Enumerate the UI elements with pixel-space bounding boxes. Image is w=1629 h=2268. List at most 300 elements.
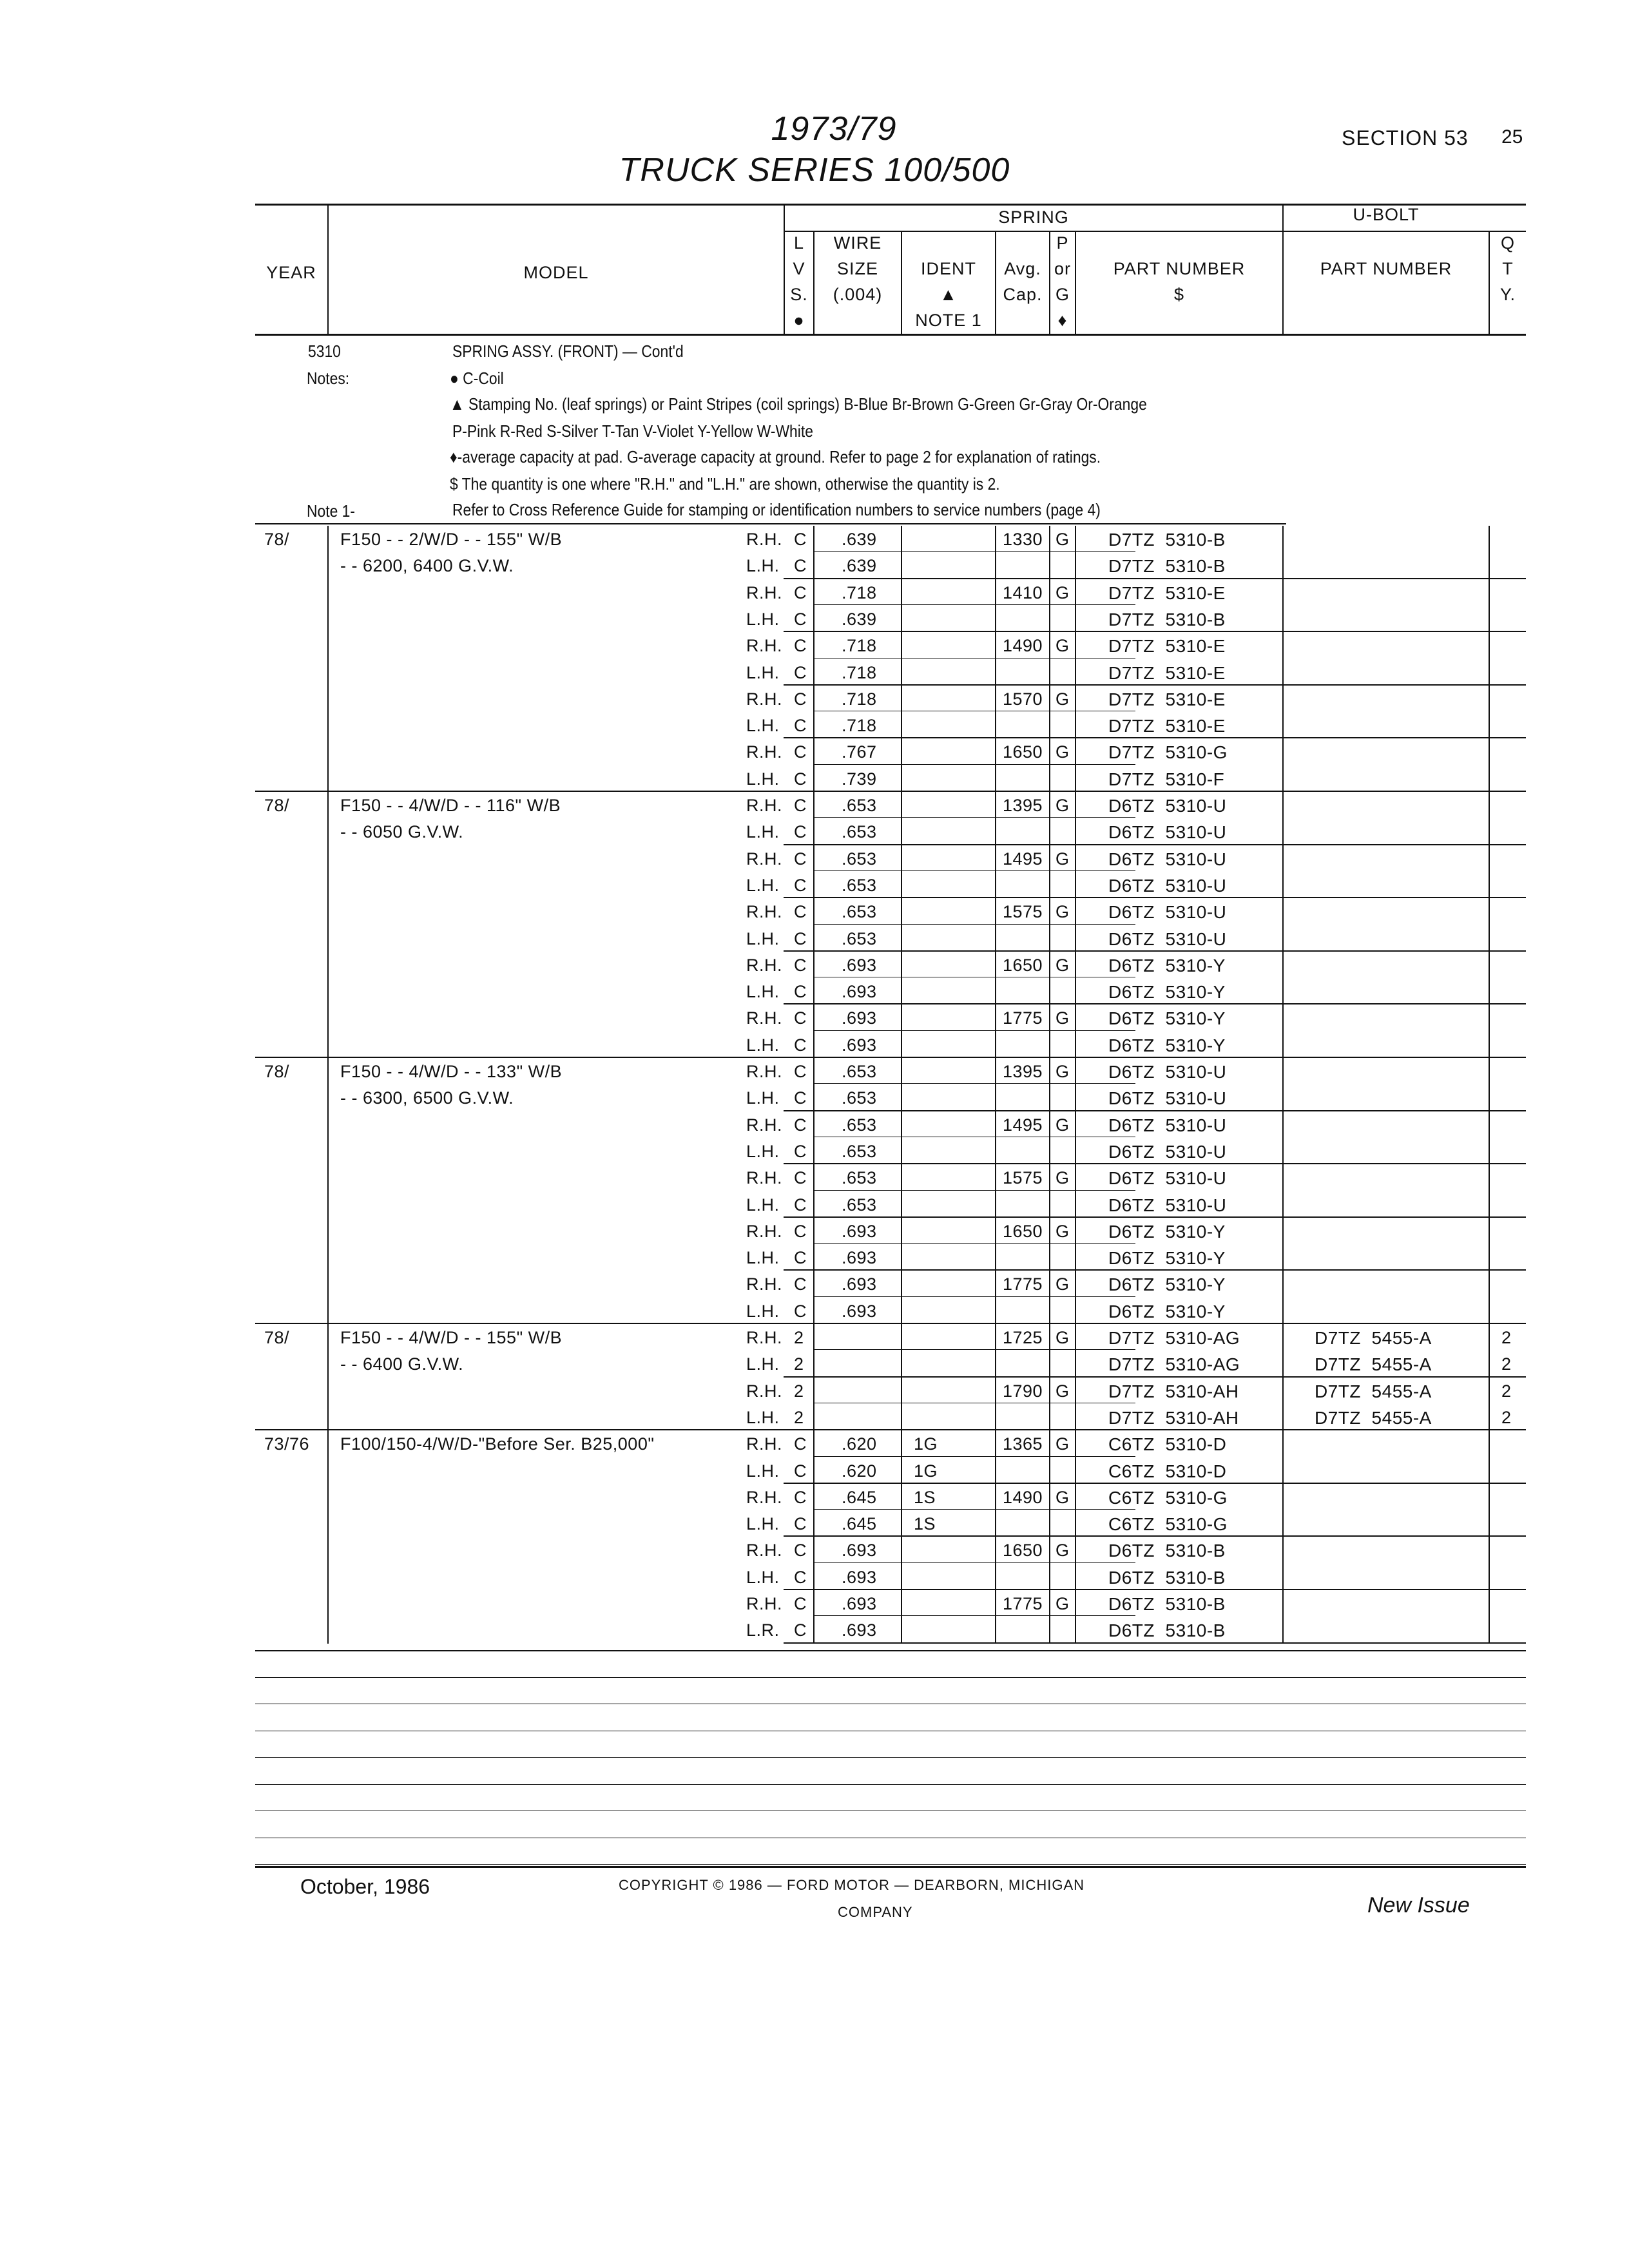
row-model-gvw: - - 6200, 6400 G.V.W. (340, 556, 514, 576)
row-lvs: C (794, 1274, 807, 1294)
row-wire-size: .718 (842, 582, 877, 602)
row-side: L.H. (746, 928, 780, 948)
row-capacity: 1775 (1003, 1594, 1043, 1613)
row-lvs: C (794, 556, 807, 576)
col-divider (813, 526, 815, 1644)
row-rule (813, 1562, 1135, 1563)
row-pair-rule (784, 1269, 1526, 1271)
row-pg: G (1055, 1328, 1070, 1347)
row-wire-size: .693 (842, 1541, 877, 1561)
row-wire-size: .718 (842, 689, 877, 709)
row-wire-size: .620 (842, 1461, 877, 1481)
note-stamping-2: P-Pink R-Red S-Silver T-Tan V-Violet Y-Yellow W-White (452, 421, 813, 441)
row-part-number: D6TZ 5310-Y (1108, 1008, 1226, 1029)
row-side: R.H. (746, 1115, 782, 1135)
qty-header-1: Q (1500, 233, 1515, 253)
row-side: R.H. (746, 1487, 782, 1507)
row-lvs: C (794, 1248, 807, 1268)
row-wire-size: .718 (842, 716, 877, 736)
row-pg: G (1055, 1115, 1070, 1135)
row-lvs: C (794, 742, 807, 762)
row-rule (813, 870, 1135, 871)
ident-header-1: IDENT (921, 259, 976, 278)
row-side: L.H. (746, 1088, 780, 1108)
row-wire-size: .653 (842, 1168, 877, 1188)
row-lvs: C (794, 796, 807, 815)
row-ubolt-part: D7TZ 5455-A (1315, 1407, 1432, 1428)
row-part-number: D7TZ 5310-B (1108, 556, 1226, 577)
col-divider (995, 231, 996, 335)
row-wire-size: .653 (842, 849, 877, 869)
row-wire-size: .653 (842, 822, 877, 842)
row-part-number: D6TZ 5310-Y (1108, 1221, 1226, 1242)
row-side: R.H. (746, 1594, 782, 1613)
ubolt-part-header: PART NUMBER (1320, 259, 1452, 278)
row-capacity: 1575 (1003, 902, 1043, 922)
row-lvs: C (794, 1062, 807, 1081)
section-label: SECTION 53 (1342, 126, 1469, 149)
table-header-bottom-rule (255, 334, 1526, 336)
blank-line (255, 1677, 1526, 1678)
row-capacity: 1410 (1003, 582, 1043, 602)
row-part-number: D7TZ 5310-E (1108, 716, 1226, 736)
row-lvs: 2 (794, 1407, 804, 1427)
col-divider (1049, 526, 1050, 1644)
row-rule (813, 551, 1135, 552)
row-lvs: C (794, 1567, 807, 1587)
row-capacity: 1490 (1003, 636, 1043, 656)
footer-issue: New Issue (1367, 1893, 1470, 1917)
row-rule (813, 1296, 1135, 1297)
row-year: 78/ (264, 1062, 290, 1081)
row-lvs: C (794, 1514, 807, 1534)
row-capacity: 1790 (1003, 1381, 1043, 1401)
row-part-number: C6TZ 5310-D (1108, 1434, 1227, 1455)
row-ident: 1G (914, 1461, 938, 1481)
row-pair-rule (784, 1003, 1526, 1004)
lvs-header-1: L (793, 233, 805, 253)
row-side: R.H. (746, 742, 782, 762)
row-side: R.H. (746, 530, 782, 549)
lvs-header-2: V (793, 259, 805, 278)
row-wire-size: .620 (842, 1434, 877, 1454)
ident-header-note: NOTE 1 (915, 311, 982, 330)
row-pg: G (1055, 1434, 1070, 1454)
row-pair-rule (784, 684, 1526, 686)
row-wire-size: .693 (842, 1274, 877, 1294)
series-title: TRUCK SERIES 100/500 (619, 151, 1010, 189)
row-wire-size: .653 (842, 796, 877, 815)
row-ident: 1G (914, 1434, 938, 1454)
col-divider (901, 526, 902, 1644)
lvs-header-3: S. (790, 285, 808, 304)
row-pair-rule (784, 1057, 1526, 1058)
row-part-number: D6TZ 5310-Y (1108, 955, 1226, 975)
row-side: L.H. (746, 1407, 780, 1427)
row-lvs: C (794, 1115, 807, 1135)
row-ident: 1S (914, 1487, 936, 1507)
row-lvs: C (794, 849, 807, 869)
row-part-number: D7TZ 5310-AG (1108, 1354, 1240, 1375)
row-part-number: D6TZ 5310-B (1108, 1620, 1226, 1641)
row-pair-rule (784, 1163, 1526, 1164)
row-year: 78/ (264, 530, 290, 549)
row-rule (813, 1030, 1135, 1031)
avg-header-2: Cap. (1003, 285, 1043, 304)
row-side: R.H. (746, 1221, 782, 1241)
row-capacity: 1575 (1003, 1168, 1043, 1188)
row-pair-rule (784, 1376, 1526, 1378)
page-number: 25 (1501, 126, 1523, 148)
row-part-number: D6TZ 5310-Y (1108, 1035, 1226, 1055)
porg-header-2: or (1054, 259, 1071, 278)
diamond-icon: ♦ (1057, 311, 1068, 330)
row-part-number: C6TZ 5310-G (1108, 1487, 1228, 1508)
row-part-number: D6TZ 5310-B (1108, 1541, 1226, 1561)
row-lvs: C (794, 1221, 807, 1241)
dollar-header: $ (1173, 285, 1185, 304)
row-rule (813, 764, 1135, 765)
row-capacity: 1365 (1003, 1434, 1043, 1454)
row-part-number: D7TZ 5310-AH (1108, 1381, 1239, 1401)
row-side: R.H. (746, 1541, 782, 1561)
row-part-number: D6TZ 5310-U (1108, 1141, 1227, 1162)
row-lvs: C (794, 822, 807, 842)
row-lvs: C (794, 928, 807, 948)
row-part-number: D7TZ 5310-G (1108, 742, 1228, 763)
row-rule (813, 1083, 1135, 1084)
row-part-number: D6TZ 5310-Y (1108, 1274, 1226, 1295)
row-capacity: 1650 (1003, 1221, 1043, 1241)
row-ident: 1S (914, 1514, 936, 1534)
row-lvs: C (794, 1195, 807, 1215)
row-lvs: C (794, 1168, 807, 1188)
row-rule (813, 1509, 1135, 1510)
row-wire-size: .653 (842, 1062, 877, 1081)
row-wire-size: .639 (842, 609, 877, 629)
row-pair-rule (784, 578, 1526, 579)
row-side: L.H. (746, 1141, 780, 1161)
row-year: 78/ (264, 796, 290, 815)
row-pg: G (1055, 1541, 1070, 1561)
row-pg: G (1055, 1168, 1070, 1188)
row-pg: G (1055, 582, 1070, 602)
row-part-number: D6TZ 5310-U (1108, 928, 1227, 949)
col-spring-header: SPRING (998, 207, 1069, 227)
row-pg: G (1055, 1221, 1070, 1241)
row-pair-rule (784, 1110, 1526, 1111)
row-side: R.H. (746, 1008, 782, 1028)
row-capacity: 1490 (1003, 1487, 1043, 1507)
row-side: R.H. (746, 1381, 782, 1401)
row-lvs: C (794, 1008, 807, 1028)
part-title: SPRING ASSY. (FRONT) — Cont'd (452, 341, 684, 361)
row-part-number: D7TZ 5310-AH (1108, 1407, 1239, 1428)
row-part-number: D7TZ 5310-E (1108, 636, 1226, 657)
row-part-number: D7TZ 5310-AG (1108, 1328, 1240, 1348)
row-model: F150 - - 4/W/D - - 133" W/B (340, 1062, 563, 1081)
row-rule (813, 1243, 1135, 1244)
row-capacity: 1650 (1003, 1541, 1043, 1561)
row-part-number: D6TZ 5310-U (1108, 1115, 1227, 1135)
row-side: L.H. (746, 822, 780, 842)
row-rule (813, 817, 1135, 818)
row-wire-size: .653 (842, 1115, 877, 1135)
row-wire-size: .693 (842, 1221, 877, 1241)
row-ubolt-part: D7TZ 5455-A (1315, 1354, 1432, 1375)
row-rule (813, 924, 1135, 925)
blank-line (255, 1864, 1526, 1865)
row-pair-rule (784, 1429, 1526, 1430)
row-lvs: C (794, 1461, 807, 1481)
row-lvs: C (794, 1141, 807, 1161)
row-wire-size: .767 (842, 742, 877, 762)
row-wire-size: .693 (842, 1594, 877, 1613)
note1-label: Note 1- (307, 501, 356, 521)
row-wire-size: .693 (842, 1301, 877, 1321)
row-part-number: D7TZ 5310-E (1108, 662, 1226, 683)
col-ubolt-header: U-BOLT (1353, 205, 1420, 224)
row-side: L.H. (746, 982, 780, 1002)
row-part-number: D6TZ 5310-Y (1108, 1301, 1226, 1321)
row-pg: G (1055, 530, 1070, 549)
row-qty: 2 (1501, 1354, 1512, 1374)
row-side: L.H. (746, 1248, 780, 1268)
notes-label: Notes: (307, 369, 350, 388)
note1-text: Refer to Cross Reference Guide for stamping or identification numbers to service numbers (page 4) (452, 500, 1101, 519)
row-model-gvw: - - 6300, 6500 G.V.W. (340, 1088, 514, 1108)
row-pg: G (1055, 689, 1070, 709)
row-capacity: 1775 (1003, 1274, 1043, 1294)
row-part-number: C6TZ 5310-D (1108, 1461, 1227, 1481)
wire-header-3: (.004) (833, 285, 883, 304)
row-rule (813, 1349, 1135, 1350)
row-wire-size: .645 (842, 1514, 877, 1534)
row-side: R.H. (746, 636, 782, 656)
row-lvs: C (794, 982, 807, 1002)
avg-header-1: Avg. (1004, 259, 1041, 278)
row-model: F150 - - 2/W/D - - 155" W/B (340, 530, 563, 549)
row-lvs: C (794, 609, 807, 629)
row-lvs: C (794, 955, 807, 975)
row-capacity: 1330 (1003, 530, 1043, 549)
porg-header-1: P (1056, 233, 1069, 253)
triangle-icon: ▲ (940, 285, 958, 304)
row-part-number: D6TZ 5310-U (1108, 822, 1227, 843)
row-side: R.H. (746, 849, 782, 869)
row-lvs: C (794, 662, 807, 682)
row-part-number: D6TZ 5310-U (1108, 1168, 1227, 1189)
row-lvs: 2 (794, 1381, 804, 1401)
row-qty: 2 (1501, 1381, 1512, 1401)
row-pair-rule (784, 791, 1526, 792)
row-model-gvw: - - 6050 G.V.W. (340, 822, 464, 842)
row-lvs: C (794, 1035, 807, 1055)
row-capacity: 1775 (1003, 1008, 1043, 1028)
footer-company: COMPANY (838, 1904, 913, 1920)
col-divider (1282, 526, 1284, 1644)
row-model: F150 - - 4/W/D - - 116" W/B (340, 796, 561, 815)
row-pg: G (1055, 636, 1070, 656)
row-side: R.H. (746, 1274, 782, 1294)
row-wire-size: .639 (842, 556, 877, 576)
notes-bottom-rule (255, 523, 1286, 524)
row-wire-size: .653 (842, 928, 877, 948)
row-capacity: 1650 (1003, 955, 1043, 975)
row-lvs: C (794, 689, 807, 709)
row-side: R.H. (746, 796, 782, 815)
row-capacity: 1395 (1003, 1062, 1043, 1081)
row-wire-size: .693 (842, 1008, 877, 1028)
note-coil: ● C-Coil (450, 369, 504, 388)
footer-copyright: COPYRIGHT © 1986 — FORD MOTOR — DEARBORN, MICHIGAN (619, 1877, 1085, 1893)
row-pg: G (1055, 849, 1070, 869)
col-model-header: MODEL (523, 263, 589, 282)
row-side: L.R. (746, 1620, 780, 1640)
row-side: L.H. (746, 556, 780, 576)
row-wire-size: .739 (842, 769, 877, 789)
row-side: L.H. (746, 1301, 780, 1321)
note-capacity: ♦-average capacity at pad. G-average capacity at ground. Refer to page 2 for explanation of ratings. (450, 447, 1101, 466)
row-lvs: C (794, 1620, 807, 1640)
year-range-title: 1973/79 (771, 110, 897, 148)
row-pair-rule (784, 1589, 1526, 1590)
row-lvs: C (794, 902, 807, 922)
row-capacity: 1395 (1003, 796, 1043, 815)
row-rule (813, 1456, 1135, 1457)
row-lvs: C (794, 1434, 807, 1454)
row-wire-size: .718 (842, 662, 877, 682)
row-part-number: D7TZ 5310-B (1108, 530, 1226, 550)
row-lvs: C (794, 875, 807, 895)
row-pg: G (1055, 1594, 1070, 1613)
group-separator (255, 791, 784, 792)
table-bottom-rule (255, 1650, 1526, 1651)
row-wire-size: .693 (842, 1035, 877, 1055)
row-side: R.H. (746, 1168, 782, 1188)
row-side: R.H. (746, 689, 782, 709)
row-capacity: 1495 (1003, 849, 1043, 869)
group-separator (255, 1057, 784, 1058)
coil-dot-icon: ● (793, 311, 805, 330)
row-side: R.H. (746, 902, 782, 922)
row-year: 78/ (264, 1328, 290, 1347)
part-code: 5310 (308, 341, 341, 361)
row-pg: G (1055, 742, 1070, 762)
row-pair-rule (784, 1483, 1526, 1484)
group-separator (255, 1323, 784, 1324)
row-wire-size: .645 (842, 1487, 877, 1507)
row-pair-rule (784, 737, 1526, 738)
row-wire-size: .639 (842, 530, 877, 549)
row-pg: G (1055, 1274, 1070, 1294)
row-lvs: 2 (794, 1328, 804, 1347)
row-pair-rule (784, 950, 1526, 952)
col-divider (1489, 526, 1490, 1644)
row-pg: G (1055, 1487, 1070, 1507)
group-separator (255, 1429, 784, 1430)
row-capacity: 1570 (1003, 689, 1043, 709)
row-part-number: D7TZ 5310-B (1108, 609, 1226, 629)
row-model: F100/150-4/W/D-"Before Ser. B25,000" (340, 1434, 655, 1454)
row-side: L.H. (746, 875, 780, 895)
row-model-gvw: - - 6400 G.V.W. (340, 1354, 464, 1374)
row-part-number: D6TZ 5310-U (1108, 849, 1227, 869)
note-quantity: $ The quantity is one where "R.H." and "L.H." are shown, otherwise the quantity is 2. (450, 474, 1000, 494)
row-part-number: D6TZ 5310-U (1108, 1062, 1227, 1082)
row-wire-size: .693 (842, 1620, 877, 1640)
col-year-header: YEAR (266, 263, 316, 282)
col-divider (327, 526, 329, 1644)
row-wire-size: .718 (842, 636, 877, 656)
row-qty: 2 (1501, 1407, 1512, 1427)
row-rule (813, 604, 1135, 605)
row-part-number: D7TZ 5310-E (1108, 582, 1226, 603)
row-wire-size: .693 (842, 1567, 877, 1587)
row-part-number: D6TZ 5310-U (1108, 1195, 1227, 1215)
row-lvs: C (794, 582, 807, 602)
row-side: R.H. (746, 955, 782, 975)
row-side: L.H. (746, 662, 780, 682)
porg-header-3: G (1055, 285, 1070, 304)
note-stamping-1: ▲ Stamping No. (leaf springs) or Paint Stripes (coil springs) B-Blue Br-Brown G-Green Gr-Gray Or-Orange (450, 394, 1147, 414)
row-side: L.H. (746, 769, 780, 789)
row-part-number: D6TZ 5310-B (1108, 1567, 1226, 1588)
row-part-number: D6TZ 5310-B (1108, 1594, 1226, 1614)
row-rule (813, 1190, 1135, 1191)
row-side: L.H. (746, 1195, 780, 1215)
blank-line (255, 1757, 1526, 1758)
row-lvs: C (794, 1088, 807, 1108)
row-wire-size: .693 (842, 982, 877, 1002)
part-number-header: PART NUMBER (1113, 259, 1246, 278)
row-pair-rule (784, 1642, 1526, 1644)
wire-header-1: WIRE (833, 233, 882, 253)
row-lvs: C (794, 1487, 807, 1507)
row-capacity: 1725 (1003, 1328, 1043, 1347)
row-part-number: D6TZ 5310-Y (1108, 1248, 1226, 1269)
row-part-number: D6TZ 5310-Y (1108, 982, 1226, 1003)
footer-rule (255, 1866, 1526, 1868)
row-pg: G (1055, 1381, 1070, 1401)
row-pair-rule (784, 1535, 1526, 1537)
row-part-number: D7TZ 5310-F (1108, 769, 1225, 789)
row-pair-rule (784, 897, 1526, 898)
row-part-number: C6TZ 5310-G (1108, 1514, 1228, 1535)
row-wire-size: .693 (842, 955, 877, 975)
row-lvs: C (794, 1541, 807, 1561)
row-model: F150 - - 4/W/D - - 155" W/B (340, 1328, 563, 1347)
spring-subheader-rule (784, 231, 1526, 232)
row-capacity: 1650 (1003, 742, 1043, 762)
row-pg: G (1055, 1062, 1070, 1081)
row-side: L.H. (746, 1514, 780, 1534)
row-wire-size: .653 (842, 875, 877, 895)
row-side: R.H. (746, 1328, 782, 1347)
row-side: L.H. (746, 1567, 780, 1587)
row-lvs: 2 (794, 1354, 804, 1374)
row-lvs: C (794, 1594, 807, 1613)
row-part-number: D7TZ 5310-E (1108, 689, 1226, 709)
qty-header-2: T (1502, 259, 1514, 278)
row-lvs: C (794, 1301, 807, 1321)
row-side: L.H. (746, 716, 780, 736)
row-lvs: C (794, 636, 807, 656)
row-wire-size: .653 (842, 1088, 877, 1108)
row-capacity: 1495 (1003, 1115, 1043, 1135)
row-lvs: C (794, 530, 807, 549)
row-part-number: D6TZ 5310-U (1108, 902, 1227, 923)
